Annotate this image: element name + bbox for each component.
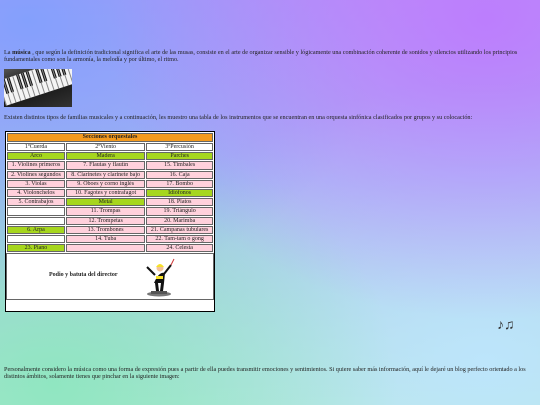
table-row [7,198,213,206]
podium-label: Podio y batuta del director [49,272,118,279]
table-row [7,217,213,225]
table-cell: 21. Campanas tubulares [146,226,213,234]
podium-cell [6,253,214,300]
intro-bold-word: música [12,49,31,56]
orchestra-table [5,131,215,312]
table-cell: 6. Arpa [7,226,65,234]
table-cell: 18. Platos [146,198,213,206]
header-percusion: 3ºPercusión [146,143,213,151]
orchestra-sections-table [6,132,214,253]
table-cell: 11. Trompas [66,207,145,215]
table-cell: 9. Oboes y corno inglés [66,180,145,188]
table-row [7,207,213,215]
table-cell: 20. Marimba [146,217,213,225]
table-row [7,189,213,197]
table-cell: 4. Violonchelos [7,189,65,197]
table-cell: 13. Trombones [66,226,145,234]
conductor-figure [143,257,175,297]
table-cell: 2. Violines segundos [7,171,65,179]
table-cell: 16. Caja [146,171,213,179]
table-cell: 14. Tuba [66,235,145,243]
table-cell: Metal [66,198,145,206]
table-cell: Madera [66,152,145,160]
table-cell: 17. Bombo [146,180,213,188]
table-row [7,152,213,160]
table-row [7,244,213,252]
table-cell: 10. Fagotes y contrafagot [66,189,145,197]
table-cell: 1. Violines primeros [7,161,65,169]
piano-keys-image [4,69,72,107]
table-cell [7,207,65,215]
intro-prefix: La [4,49,13,56]
table-cell: 7. Flautas y flautín [66,161,145,169]
table-cell: 8. Clarinetes y clarinete bajo [66,171,145,179]
header-viento: 2ºViento [66,143,145,151]
table-row [7,226,213,234]
table-cell: Idiófonos [146,189,213,197]
table-cell: 24. Celesta [146,244,213,252]
table-cell: 23. Piano [7,244,65,252]
table-cell: 3. Violas [7,180,65,188]
table-cell: 15. Timbales [146,161,213,169]
table-cell [66,244,145,252]
table-cell: 22. Tam-tam o gong [146,235,213,243]
outro-paragraph: Personalmente considero la música como una forma de expresión pues a partir de ella puedes transmitir emociones y sentimientos. Si quiere saber más información, aquí le dejaré un blog perfecto orientado a los distintos ámbitos, solamente tienes que pinchar en la siguiente imagen: [4,366,526,381]
table-row [7,180,213,188]
music-notes-icon: ♪♫ [497,318,515,333]
table-cell: 5. Contrabajos [7,198,65,206]
table-row [7,235,213,243]
table-cell: Parches [146,152,213,160]
table-row [7,171,213,179]
table-cell: Arco [7,152,65,160]
table-cell [7,217,65,225]
table-row [7,161,213,169]
table-cell [7,235,65,243]
table-header-row [7,143,213,151]
piano-keyboard [4,69,72,106]
intro-paragraph [4,49,536,64]
header-cuerda: 1ºCuerda [7,143,65,151]
table-cell: 19. Triángulo [146,207,213,215]
families-paragraph: Existen distintos tipos de familias musicales y a continuación, les muestro una tabla de los instrumentos que se encuentran en una orquesta sinfónica clasificados por grupos y su colocación: [4,114,473,121]
intro-text: , que según la definición tradicional significa el arte de las musas, consiste en el arte de organizar sensible y lógicamente una combinación coherente de sonidos y silencios utilizando los principios fundamentales como son la armonía, la melodía y por último, el ritmo. [4,49,518,64]
table-title-row [7,133,213,142]
table-title: Secciones orquestales [7,133,213,142]
table-cell: 12. Trompetas [66,217,145,225]
